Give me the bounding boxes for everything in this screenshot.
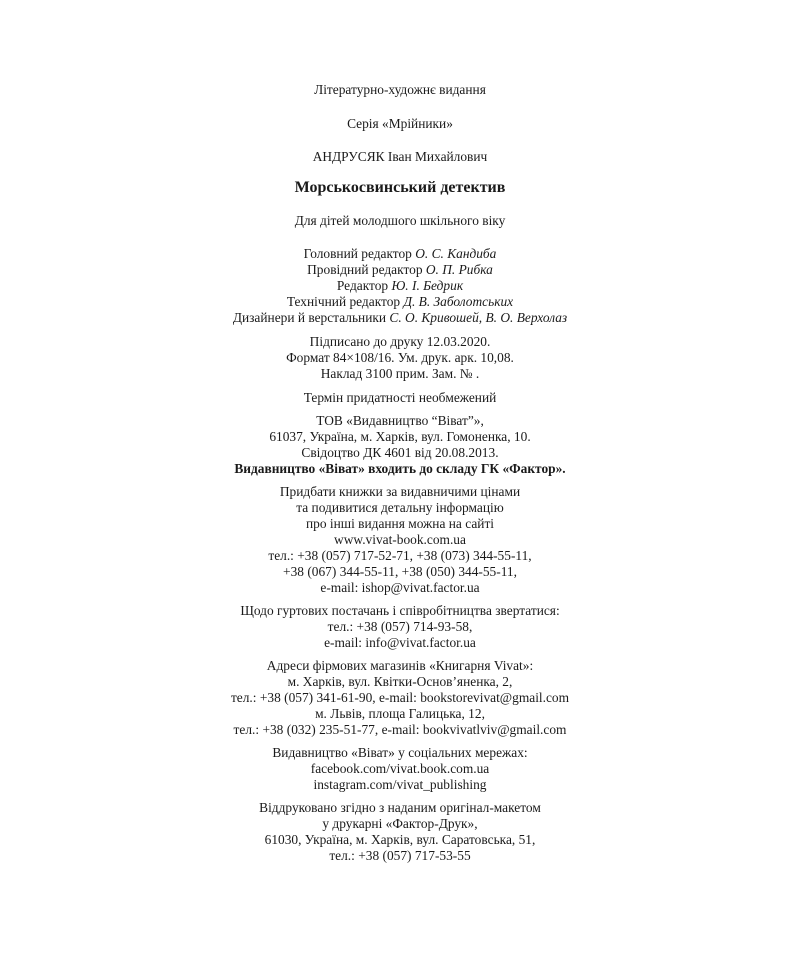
- wholesale-line: Щодо гуртових постачань і співробітництва звертатися:: [240, 603, 560, 618]
- publisher-certificate: Свідоцтво ДК 4601 від 20.08.2013.: [301, 445, 499, 460]
- social-instagram: instagram.com/vivat_publishing: [313, 777, 487, 792]
- buy-phones-2: +38 (067) 344-55-11, +38 (050) 344-55-11,: [283, 564, 517, 579]
- book-title: Морськосвинський детектив: [294, 179, 506, 196]
- publisher-group: Видавництво «Віват» входить до складу ГК «Фактор».: [234, 461, 566, 476]
- shelf-life: Термін придатності необмежений: [303, 390, 497, 405]
- buy-phones-1: тел.: +38 (057) 717-52-71, +38 (073) 344-55-11,: [268, 548, 532, 563]
- publisher-address: 61037, Україна, м. Харків, вул. Гомоненка, 10.: [269, 429, 531, 444]
- print-signed: Підписано до друку 12.03.2020.: [309, 334, 491, 349]
- printer-phone: тел.: +38 (057) 717-53-55: [329, 848, 471, 863]
- stores-line: Адреси фірмових магазинів «Книгарня Vivat»:: [266, 658, 534, 673]
- printer-line-1: Віддруковано згідно з наданим оригінал-макетом: [259, 800, 541, 815]
- publisher-name: ТОВ «Видавництво “Віват”»,: [316, 413, 484, 428]
- buy-line-1: Придбати книжки за видавничими цінами: [279, 484, 521, 499]
- staff-tech-editor: Технічний редактор Д. В. Заболотських: [286, 294, 514, 309]
- stores-kharkiv-address: м. Харків, вул. Квітки-Основ’яненка, 2,: [287, 674, 513, 689]
- audience-line: Для дітей молодшого шкільного віку: [294, 213, 506, 228]
- stores-lviv-address: м. Львів, площа Галицька, 12,: [315, 706, 485, 721]
- buy-email: e-mail: ishop@vivat.factor.ua: [320, 580, 480, 595]
- printer-address: 61030, Україна, м. Харків, вул. Саратовська, 51,: [264, 832, 536, 847]
- staff-designers: Дизайнери й верстальники С. О. Кривошей, В. О. Верхолаз: [232, 310, 568, 325]
- stores-lviv-contact: тел.: +38 (032) 235-51-77, e-mail: bookvivatlviv@gmail.com: [233, 722, 567, 737]
- print-run: Наклад 3100 прим. Зам. № .: [320, 366, 480, 381]
- print-format: Формат 84×108/16. Ум. друк. арк. 10,08.: [286, 350, 514, 365]
- buy-website: www.vivat-book.com.ua: [334, 532, 466, 547]
- buy-line-3: про інші видання можна на сайті: [305, 516, 495, 531]
- staff-lead-editor: Провідний редактор О. П. Рибка: [307, 262, 493, 277]
- staff-chief-editor: Головний редактор О. С. Кандиба: [303, 246, 497, 261]
- buy-line-2: та подивитися детальну інформацію: [296, 500, 504, 515]
- wholesale-email: e-mail: info@vivat.factor.ua: [324, 635, 476, 650]
- wholesale-phone: тел.: +38 (057) 714-93-58,: [327, 619, 473, 634]
- staff-editor: Редактор Ю. І. Бедрик: [336, 278, 464, 293]
- edition-type: Літературно-художнє видання: [314, 82, 486, 97]
- series-line: Серія «Мрійники»: [347, 116, 453, 131]
- social-line: Видавництво «Віват» у соціальних мережах:: [272, 745, 528, 760]
- social-facebook: facebook.com/vivat.book.com.ua: [310, 761, 490, 776]
- stores-kharkiv-contact: тел.: +38 (057) 341-61-90, e-mail: bookstorevivat@gmail.com: [230, 690, 570, 705]
- author-line: АНДРУСЯК Іван Михайлович: [312, 149, 488, 164]
- printer-line-2: у друкарні «Фактор-Друк»,: [322, 816, 478, 831]
